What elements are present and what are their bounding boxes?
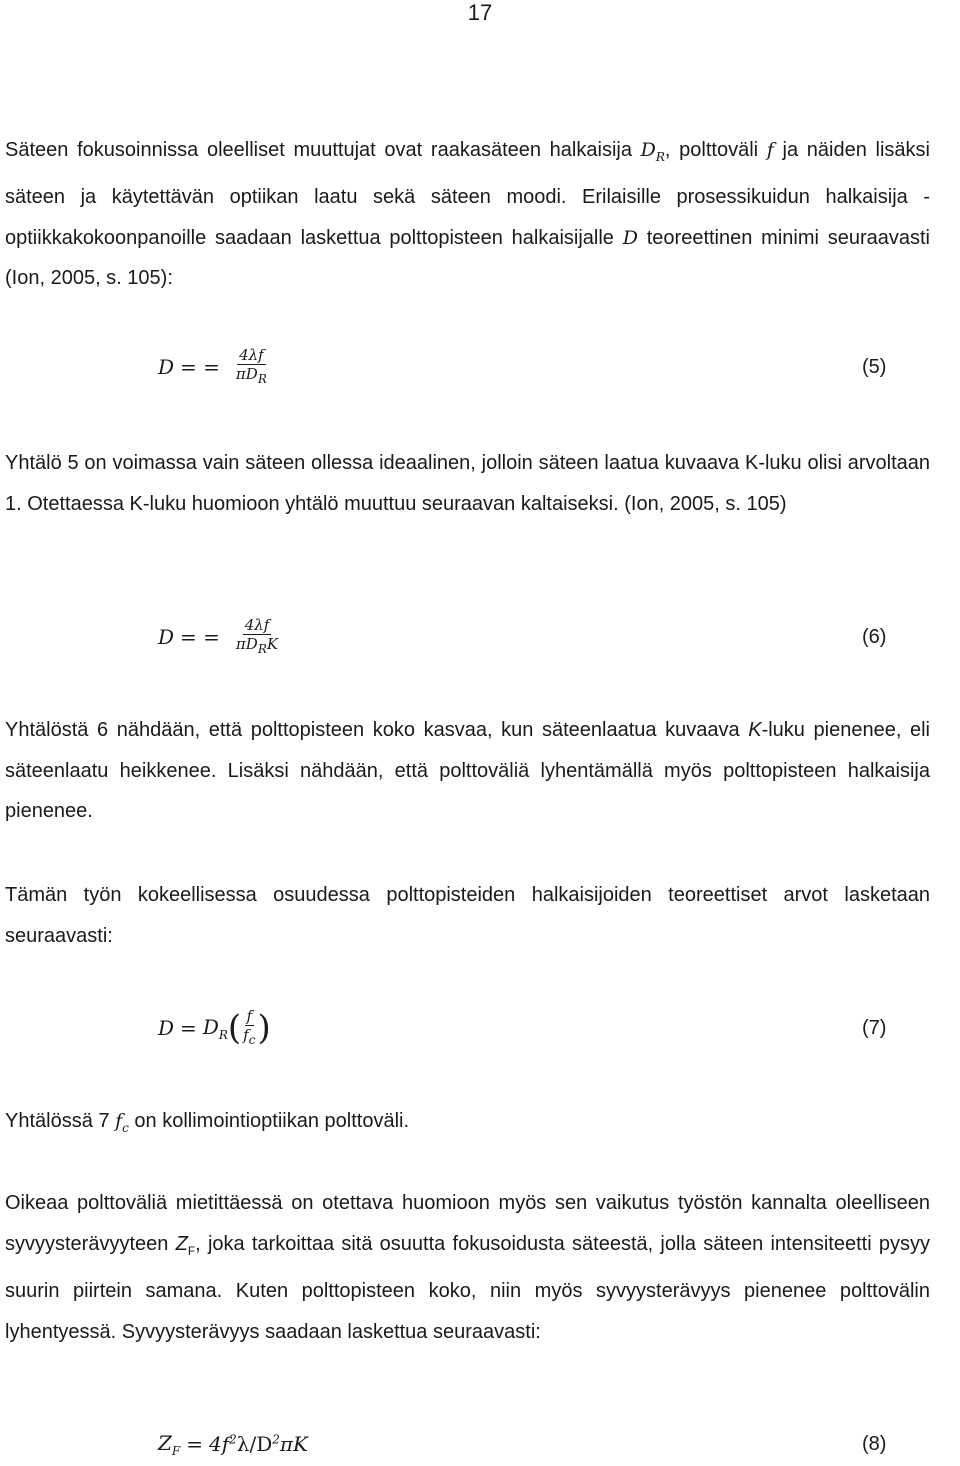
- paragraph-5: [5, 1101, 930, 1148]
- denominator-main: πD: [235, 635, 258, 653]
- lhs-subscript: F: [171, 1443, 181, 1458]
- operator: =: [186, 1432, 203, 1456]
- rhs-part-c: πK: [279, 1432, 308, 1456]
- operator: = =: [180, 625, 220, 649]
- denominator-main: f: [243, 1026, 249, 1044]
- paragraph-3: [5, 710, 930, 832]
- equation-5: [0, 337, 960, 397]
- operator: = =: [180, 355, 220, 379]
- math-symbol: D: [640, 139, 656, 161]
- text: Säteen fokusoinnissa oleelliset muuttujat ovat raakasäteen halkaisija: [5, 139, 641, 161]
- equation-5-formula: [158, 337, 269, 397]
- rhs-part-b: λ/D: [236, 1432, 273, 1456]
- k-symbol: K: [748, 719, 762, 741]
- denominator: [234, 365, 269, 388]
- math-dr: [640, 139, 665, 164]
- paragraph-4: Tämän työn kokeellisessa osuudessa polttopisteiden halkaisijoiden teoreettiset arvot lasketaan seuraavasti:: [5, 884, 930, 947]
- denominator-subscript: R: [257, 372, 267, 386]
- fraction: [234, 346, 269, 388]
- text: , polttoväli: [664, 139, 767, 161]
- equation-8: [0, 1422, 960, 1466]
- denominator: [241, 1026, 257, 1049]
- rhs-part-a: 4f: [209, 1432, 230, 1456]
- left-paren: (: [227, 1008, 242, 1048]
- z-symbol: [175, 1232, 196, 1258]
- numerator: 4λf: [239, 346, 264, 364]
- superscript-1: 2: [229, 1432, 237, 1447]
- text: Oikeaa polttoväliä mietittäessä on otettava huomioon myös sen vaikutus työstön kannalta oleelliseen syvyysterävyyteen: [5, 1192, 930, 1255]
- paragraph-6: [5, 1183, 930, 1352]
- fraction: [234, 616, 280, 658]
- text: ja näiden lisäksi säteen ja käytettävän optiikan laatu sekä säteen moodi. Erilaisille prosessikuidun halkaisija - optiikkakokoonpanoille saadaan laskettua polttopisteen halkaisijalle: [5, 139, 930, 249]
- math-symbol: f: [115, 1110, 123, 1132]
- operator: =: [180, 1016, 197, 1040]
- rhs: [209, 1432, 308, 1456]
- equation-7-label: (7): [862, 1016, 887, 1039]
- math-d: D: [622, 226, 638, 249]
- page-number: 17: [467, 0, 493, 25]
- dr-subscript: R: [218, 1027, 228, 1042]
- text: , joka tarkoittaa sitä osuutta fokusoidusta säteestä, jolla säteen intensiteetti pysyy suurin piirtein samana. Kuten polttopisteen koko, niin myös syvyysterävyys pienenee polttovälin lyhentyessä. Syvyysterävyys saadaan laskettua seuraavasti:: [5, 1232, 930, 1343]
- lhs: D: [158, 355, 175, 379]
- lhs: [158, 1431, 180, 1458]
- equation-8-formula: [158, 1422, 308, 1466]
- equation-8-label: (8): [862, 1432, 887, 1455]
- text: teoreettinen minimi seuraavasti (Ion, 2005, s. 105):: [5, 226, 930, 290]
- paragraph-1: [5, 130, 930, 299]
- denominator-k: K: [266, 635, 279, 653]
- z-main: Z: [175, 1232, 188, 1255]
- equation-5-label: (5): [862, 355, 887, 378]
- lhs-main: Z: [158, 1430, 172, 1455]
- equation-6: [0, 607, 960, 667]
- denominator-subscript: R: [257, 642, 267, 656]
- equation-7: [0, 998, 960, 1058]
- equation-7-formula: [158, 998, 271, 1058]
- numerator: 4λf: [244, 616, 270, 634]
- dr-main: D: [202, 1014, 219, 1039]
- lhs: D: [158, 625, 175, 649]
- equation-6-label: (6): [862, 625, 887, 648]
- denominator: [234, 635, 280, 658]
- z-subscript: F: [187, 1243, 196, 1258]
- text: Yhtälöstä 6 nähdään, että polttopisteen koko kasvaa, kun säteenlaatua kuvaava: [5, 719, 749, 741]
- superscript-2: 2: [272, 1432, 280, 1447]
- text: on kollimointioptiikan polttoväli.: [128, 1110, 410, 1132]
- math-subscript: c: [122, 1120, 129, 1135]
- fraction: [241, 1007, 257, 1049]
- right-paren: ): [257, 1008, 271, 1048]
- denominator-subscript: c: [248, 1033, 256, 1047]
- paragraph-2: Yhtälö 5 on voimassa vain säteen ollessa ideaalinen, jolloin säteen laatua kuvaava K-luku olisi arvoltaan 1. Otettaessa K-luku huomioon yhtälö muuttuu seuraavan kaltaiseksi. (Ion, 2005, s. 105): [5, 452, 930, 515]
- math-subscript: R: [655, 149, 665, 164]
- text: -luku pienenee, eli säteenlaatu heikkenee. Lisäksi nähdään, että polttoväliä lyhentämällä myös polttopisteen halkaisija pienenee.: [5, 719, 930, 822]
- text: Yhtälössä 7: [5, 1110, 116, 1132]
- equation-6-formula: [158, 607, 280, 667]
- denominator-main: πD: [235, 365, 258, 383]
- numerator: f: [246, 1007, 253, 1025]
- dr-term: [203, 1015, 228, 1042]
- math-fc: [115, 1110, 129, 1135]
- lhs: D: [158, 1016, 175, 1040]
- math-f: f: [766, 139, 774, 161]
